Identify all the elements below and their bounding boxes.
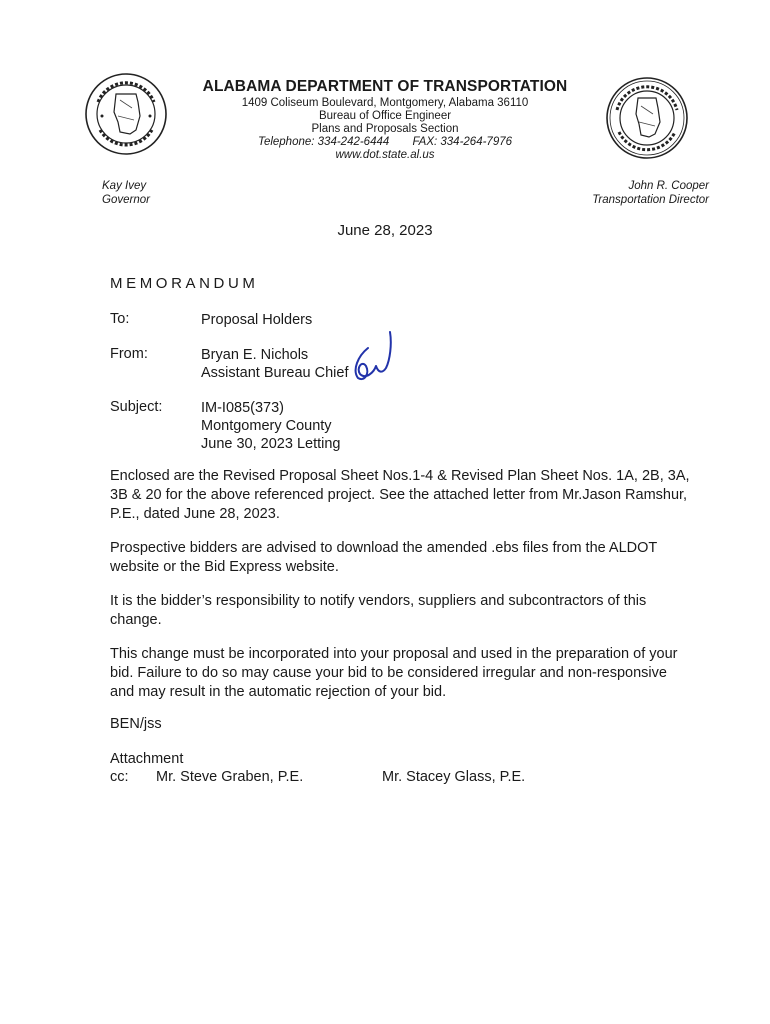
bureau-name: Bureau of Office Engineer (318, 110, 452, 122)
director-title: Transportation Director (592, 193, 709, 206)
cc-label: cc: (110, 769, 129, 785)
fax-number: FAX: 334-264-7976 (412, 136, 513, 148)
to-label: To: (110, 311, 130, 327)
governor-title: Governor (102, 193, 150, 206)
cc-recipient: Mr. Stacey Glass, P.E. (382, 769, 526, 785)
to-value: Proposal Holders (201, 312, 313, 328)
paragraph-download: Prospective bidders are advised to download the amended .ebs files from the ALDOT website or the Bid Express website. (110, 540, 658, 575)
subject-county: Montgomery County (201, 418, 332, 434)
director-name: John R. Cooper (628, 180, 709, 192)
from-block (201, 346, 349, 382)
department-address: 1409 Coliseum Boulevard, Montgomery, Alabama 36110 (241, 97, 529, 109)
governor-name: Kay Ivey (102, 180, 147, 192)
department-title: ALABAMA DEPARTMENT OF TRANSPORTATION (202, 78, 568, 95)
attachment-note: Attachment (110, 751, 184, 767)
paragraph-incorporation: This change must be incorporated into your proposal and used in the preparation of your bid. Failure to do so may cause your bid to be considered irregular and non-responsive and may result in the automatic rejection of your bid. (110, 646, 678, 700)
subject-letting-date: June 30, 2023 Letting (201, 436, 341, 452)
telephone-number: Telephone: 334-242-6444 (257, 136, 390, 148)
paragraph-responsibility: It is the bidder’s responsibility to notify vendors, suppliers and subcontractors of this change. (110, 593, 647, 628)
paragraph-enclosures: Enclosed are the Revised Proposal Sheet Nos.1-4 & Revised Plan Sheet Nos. 1A, 2B, 3A, 3B & 20 for the above referenced project. See the attached letter from Mr.Jason Ramshur, P.E., dated June 28, 2023. (110, 468, 690, 522)
cc-recipient: Mr. Steve Graben, P.E. (156, 769, 304, 785)
contact-line (0, 136, 770, 148)
typist-initials: BEN/jss (110, 716, 162, 732)
governor-block (102, 180, 150, 207)
memo-date: June 28, 2023 (337, 222, 433, 239)
subject-label: Subject: (110, 399, 163, 415)
from-label: From: (110, 346, 148, 362)
memo-heading: MEMORANDUM (110, 275, 259, 292)
subject-project-number: IM-I085(373) (201, 400, 285, 416)
handwritten-initials-signature (346, 326, 396, 384)
director-block (592, 180, 709, 207)
subject-block (201, 399, 340, 453)
website-url[interactable]: www.dot.state.al.us (335, 149, 435, 161)
from-title: Assistant Bureau Chief (201, 365, 349, 381)
from-name: Bryan E. Nichols (201, 347, 309, 363)
section-name: Plans and Proposals Section (311, 123, 459, 135)
